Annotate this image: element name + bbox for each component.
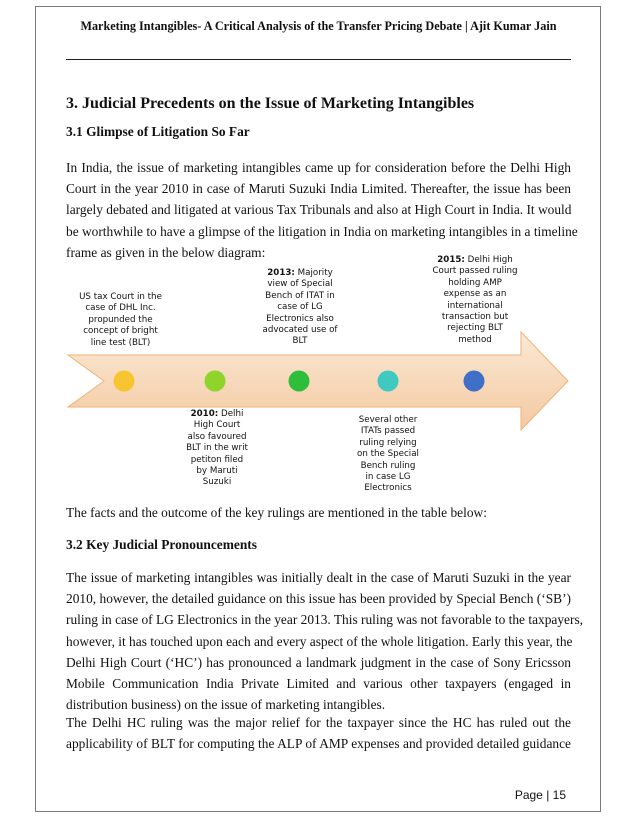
page-number: Page | 15 [514, 788, 566, 802]
text-line: however, it has touched upon each and every aspect of the whole litigation. Early this year, the [66, 633, 573, 649]
timeline-label-dhl: US tax Court in the case of DHL Inc. propunded the concept of bright line test (BLT) [79, 292, 162, 348]
text-line: In India, the issue of marketing intangibles came up for consideration before the Delhi High [66, 160, 571, 175]
text-line: 2010, however, the detailed guidance on this issue has been provided by Special Bench (‘SB’) [66, 591, 571, 607]
text-line: applicability of BLT for computing the ALP of AMP expenses and provided detailed guidance [66, 736, 571, 752]
text-line: frame as given in the below diagram: [66, 244, 266, 260]
text-line: The issue of marketing intangibles was initially dealt in the case of Maruti Suzuki in the year [66, 570, 571, 585]
running-header: Marketing Intangibles- A Critical Analysis of the Transfer Pricing Debate | Ajit Kumar Jain [80, 19, 557, 33]
text-line: The Delhi HC ruling was the major relief for the taxpayer since the HC has ruled out the [66, 715, 571, 730]
section-heading: 3. Judicial Precedents on the Issue of Marketing Intangibles [66, 95, 475, 112]
paragraph-table-intro: The facts and the outcome of the key rulings are mentioned in the table below: [66, 505, 487, 520]
text-line: ruling in case of LG Electronics in the year 2013. This ruling was not favorable to the taxpayers, [66, 612, 584, 628]
timeline-dot-1 [114, 371, 135, 392]
paragraph-delhi-hc [66, 712, 571, 754]
timeline-label-2015: 2015: Delhi High Court passed ruling holding AMP expense as an international transaction but rejecting BLT method [432, 255, 518, 345]
timeline-dot-2 [205, 371, 226, 392]
text-line: Mobile Communication India Private Limited and various other taxpayers (engaged in [66, 676, 571, 692]
text-line: Delhi High Court (‘HC’) has pronounced a landmark judgment in the case of Sony Ericsson [66, 654, 571, 670]
timeline-label-other-itats: Several other ITATs passed ruling relying on the Special Bench ruling in case LG Electronics [357, 415, 419, 494]
text-line: largely debated and litigated at various Tax Tribunals and also at High Court in India. It would [66, 202, 572, 218]
text-line: distribution business) on the issue of marketing intangibles. [66, 697, 386, 713]
paragraph-key-pronouncements [66, 567, 584, 715]
text-line: Court in the year 2010 in case of Maruti Suzuki India Limited. Thereafter, the issue has been [66, 181, 571, 197]
litigation-timeline-diagram [66, 250, 571, 495]
header-rule [66, 59, 571, 60]
text-line: be worthwhile to have a glimpse of the litigation in India on marketing intangibles in a timeline [66, 223, 578, 239]
timeline-label-2013: 2013: Majority view of Special Bench of ITAT in case of LG Electronics also advocated use of BLT [262, 268, 338, 347]
subsection-heading-3-1: 3.1 Glimpse of Litigation So Far [66, 124, 250, 139]
timeline-dot-4 [378, 371, 399, 392]
paragraph-intro [66, 157, 578, 263]
subsection-heading-3-2: 3.2 Key Judicial Pronouncements [66, 537, 257, 552]
timeline-dot-3 [289, 371, 310, 392]
timeline-label-2010: 2010: Delhi High Court also favoured BLT in the writ petiton filed by Maruti Suzuki [186, 409, 248, 488]
timeline-dot-5 [464, 371, 485, 392]
